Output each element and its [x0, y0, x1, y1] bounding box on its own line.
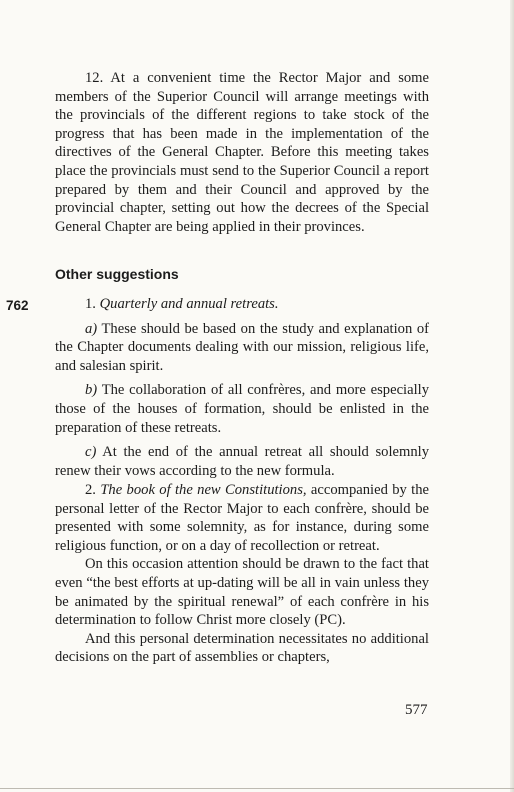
- page-edge-shadow: [510, 0, 514, 792]
- item-2-constitutions: [55, 481, 429, 667]
- page-number: 577: [405, 702, 428, 718]
- item-2-paragraph-3: And this personal determination necessitates no additional decisions on the part of assemblies or chapters,: [55, 630, 429, 666]
- sub-c-label: c): [85, 444, 97, 461]
- section-heading: Other suggestions: [55, 266, 179, 282]
- paragraph-12: [55, 69, 429, 236]
- item-1-title: Quarterly and annual retreats.: [99, 296, 279, 312]
- sub-b-label: b): [85, 382, 98, 399]
- page-bottom-edge: [0, 788, 514, 789]
- item-1-title-line: [55, 295, 429, 314]
- item-2-number: 2.: [85, 482, 96, 498]
- paragraph-12-text: 12. At a convenient time the Rector Major and some members of the Superior Council will arrange meetings with the provincials of the different regions to take stock of the progress that has been made in the implementation of the directives of the General Chapter. Before this meeting takes place the provincials must send to the Superior Council a report prepared by them and their Council and approved by the provincial chapter, setting out how the decrees of the Special General Chapter are being applied in their provinces.: [55, 70, 429, 235]
- item-1-retreats: [55, 295, 429, 480]
- item-1-sub-b: [55, 381, 429, 437]
- sub-b-text: The collaboration of all confrères, and more especially those of the houses of formation, should be enlisted in the preparation of these retreats.: [55, 382, 429, 436]
- margin-reference-number: 762: [6, 298, 29, 313]
- item-2-paragraph-1: [55, 481, 429, 555]
- item-2-title: The book of the new Constitutions,: [100, 482, 307, 498]
- sub-a-text: These should be based on the study and explanation of the Chapter documents dealing with our mission, religious life, and salesian spirit.: [55, 320, 429, 374]
- item-2-text: accompanied by the personal letter of the Rector Major to each confrère, should be presented with some solemnity, as for instance, during some religious function, or on a day of recollection or retreat.: [55, 482, 429, 554]
- item-2-paragraph-2: On this occasion attention should be drawn to the fact that even “the best efforts at up-dating will be all in vain unless they be animated by the spiritual renewal” of each confrère in his determination to follow Christ more closely (PC).: [55, 556, 429, 629]
- item-1-sub-c: [55, 443, 429, 480]
- sub-c-text: At the end of the annual retreat all should solemnly renew their vows according to the new formula.: [55, 444, 429, 479]
- sub-a-label: a): [85, 320, 98, 337]
- item-1-number: 1.: [85, 296, 96, 312]
- item-1-sub-a: [55, 320, 429, 376]
